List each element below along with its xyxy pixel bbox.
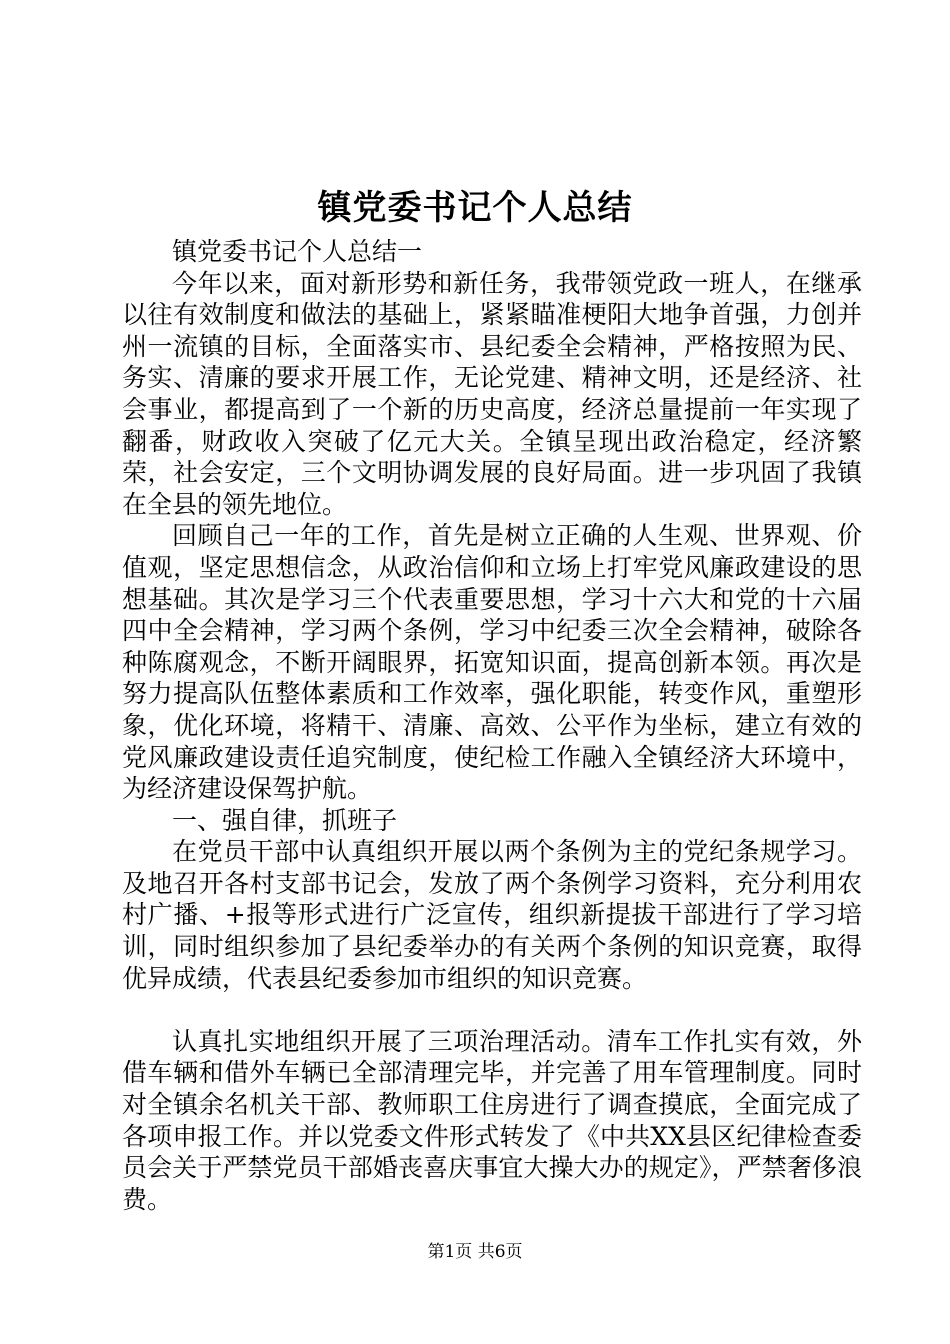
document-body	[122, 236, 862, 1215]
page-indicator: 第1页 共6页	[427, 1242, 523, 1262]
page-title: 镇党委书记个人总结	[317, 188, 633, 228]
paragraph-discipline-study: 在党员干部中认真组织开展以两个条例为主的党纪条规学习。及地召开各村支部书记会，发放了两个条例学习资料，充分利用农村广播、+报等形式进行广泛宣传，组织新提拔干部进行了学习培训，同时组织参加了县纪委举办的有关两个条例的知识竞赛，取得优异成绩，代表县纪委参加市组织的知识竞赛。	[122, 837, 862, 993]
paragraph-three-governance: 认真扎实地组织开展了三项治理活动。清车工作扎实有效，外借车辆和借外车辆已全部清理完毕，并完善了用车管理制度。同时对全镇余名机关干部、教师职工住房进行了调查摸底，全面完成了各项申报工作。并以党委文件形式转发了《中共XX县区纪律检查委员会关于严禁党员干部婚丧喜庆事宜大操大办的规定》，严禁奢侈浪费。	[122, 1026, 862, 1214]
paragraph-intro: 今年以来，面对新形势和新任务，我带领党政一班人，在继承以往有效制度和做法的基础上，紧紧瞄准梗阳大地争首强，力创并州一流镇的目标，全面落实市、县纪委全会精神，严格按照为民、务实、清廉的要求开展工作，无论党建、精神文明，还是经济、社会事业，都提高到了一个新的历史高度，经济总量提前一年实现了翻番，财政收入突破了亿元大关。全镇呈现出政治稳定，经济繁荣，社会安定，三个文明协调发展的良好局面。进一步巩固了我镇在全县的领先地位。	[122, 268, 862, 519]
section-heading: 一、强自律，抓班子	[172, 805, 398, 835]
paragraph-review: 回顾自己一年的工作，首先是树立正确的人生观、世界观、价值观，坚定思想信念，从政治信仰和立场上打牢党风廉政建设的思想基础。其次是学习三个代表重要思想，学习十六大和党的十六届四中全会精神，学习两个条例，学习中纪委三次全会精神，破除各种陈腐观念，不断开阔眼界，拓宽知识面，提高创新本领。再次是努力提高队伍整体素质和工作效率，强化职能，转变作风，重塑形象，优化环境，将精干、清廉、高效、公平作为坐标，建立有效的党风廉政建设责任追究制度，使纪检工作融入全镇经济大环境中，为经济建设保驾护航。	[122, 521, 862, 804]
document-subtitle: 镇党委书记个人总结一	[172, 237, 423, 266]
